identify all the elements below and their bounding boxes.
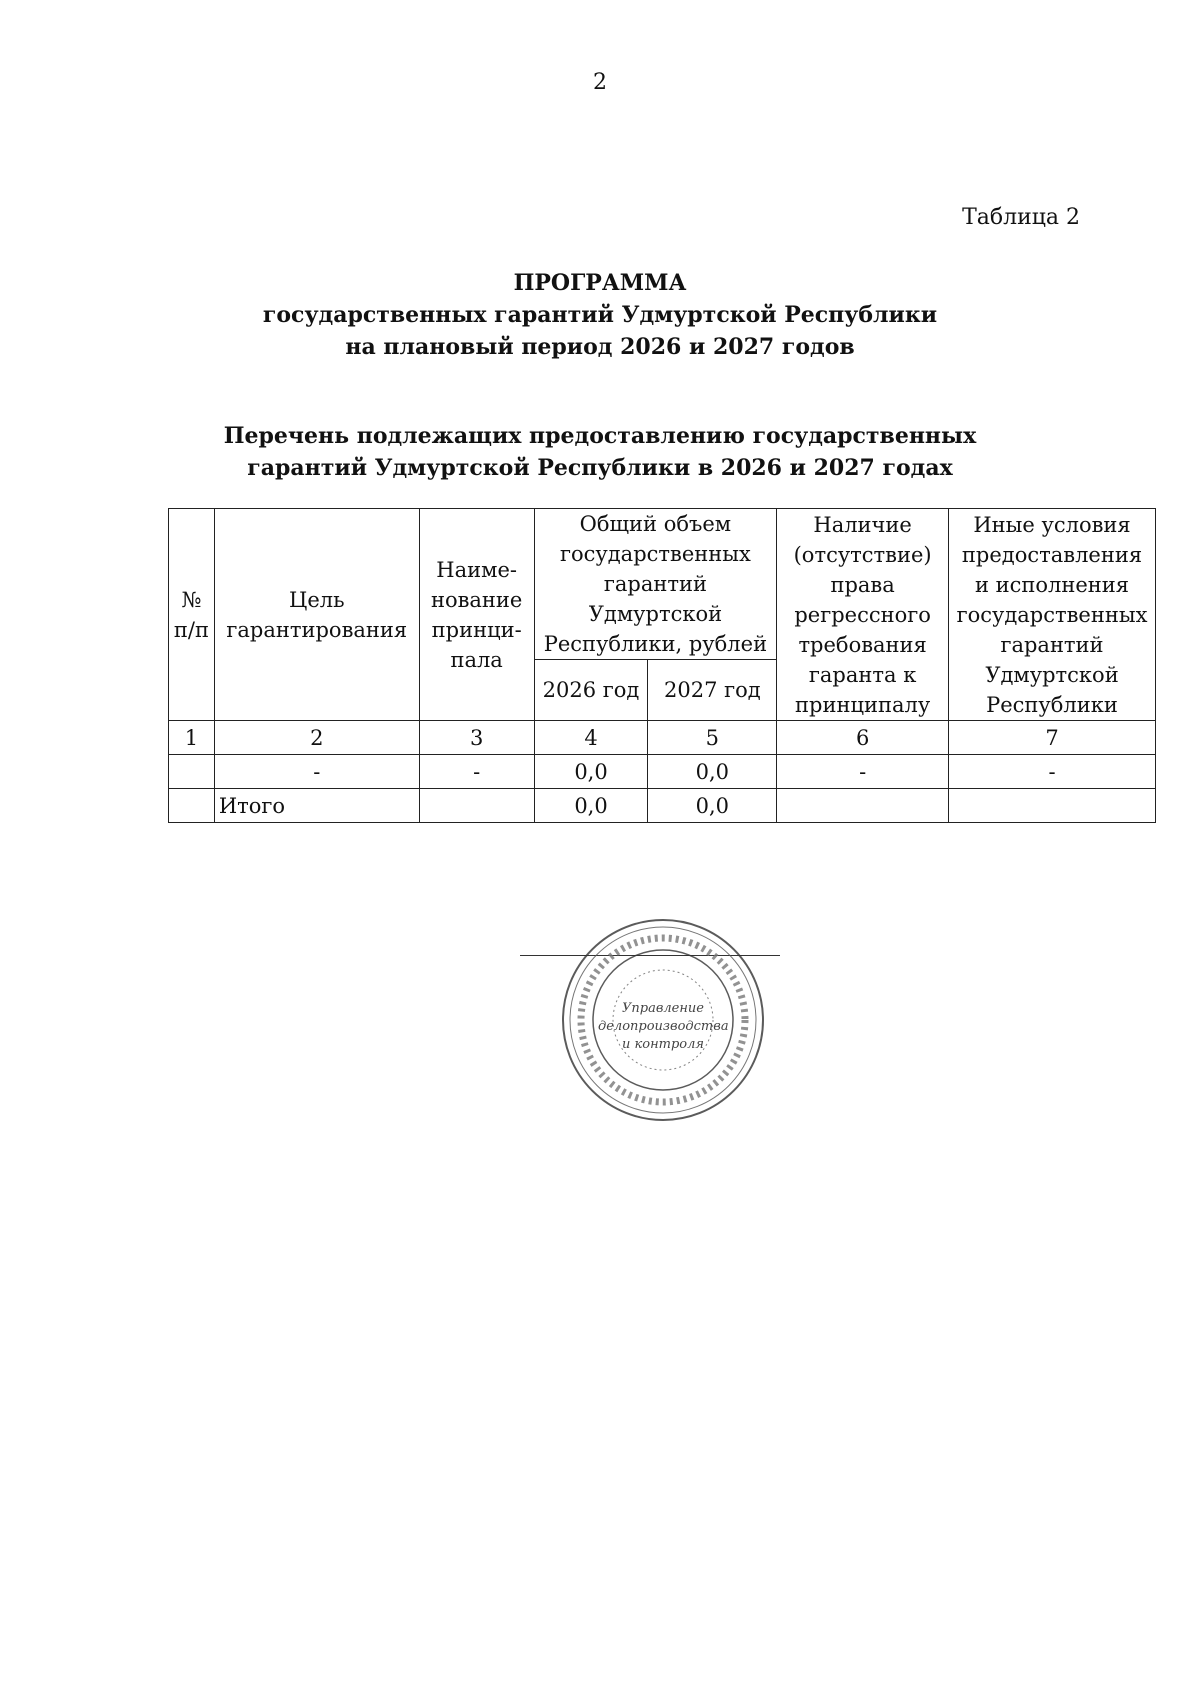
table-subtitle [0,420,1200,484]
header-row [169,509,1156,660]
column-number: 3 [419,721,534,755]
cell-regress: - [777,755,949,789]
header-volume: Общий объем государственных гарантий Удмуртской Республики, рублей [534,509,777,660]
header-year-2027: 2027 год [648,660,777,721]
guarantees-table [168,508,1156,823]
header-other: Иные условия предоставления и исполнения государственных гарантий Удмуртской Республики [949,509,1156,721]
subtitle-line-1: Перечень подлежащих предоставлению государственных [223,423,977,449]
title-line-2: государственных гарантий Удмуртской Республики [262,302,938,328]
table-label: Таблица 2 [962,205,1080,230]
column-number: 1 [169,721,215,755]
seal-center-text: Управление делопроизводства и контроля [598,1001,729,1052]
total-2026: 0,0 [534,789,648,823]
cell-2026: 0,0 [534,755,648,789]
header-regress: Наличие (отсутствие) права регрессного требования гаранта к принципалу [777,509,949,721]
table-row [169,755,1156,789]
column-number: 7 [949,721,1156,755]
total-principal-cell [419,789,534,823]
cell-other: - [949,755,1156,789]
column-number: 5 [648,721,777,755]
total-row [169,789,1156,823]
subtitle-line-2: гарантий Удмуртской Республики в 2026 и 2027 годах [247,455,953,481]
header-num: № п/п [169,509,215,721]
total-label: Итого [214,789,419,823]
title-line-1: ПРОГРАММА [513,270,687,296]
header-year-2026: 2026 год [534,660,648,721]
total-2027: 0,0 [648,789,777,823]
column-number: 4 [534,721,648,755]
cell-principal: - [419,755,534,789]
total-other-cell [949,789,1156,823]
total-regress-cell [777,789,949,823]
title-line-3: на плановый период 2026 и 2027 годов [345,334,855,360]
cell-num [169,755,215,789]
column-number-row [169,721,1156,755]
column-number: 6 [777,721,949,755]
total-num-cell [169,789,215,823]
cell-goal: - [214,755,419,789]
document-title [0,267,1200,363]
cell-2027: 0,0 [648,755,777,789]
header-principal: Наиме- нование принци- пала [419,509,534,721]
column-number: 2 [214,721,419,755]
header-goal: Цель гарантирования [214,509,419,721]
page-number: 2 [593,70,607,95]
